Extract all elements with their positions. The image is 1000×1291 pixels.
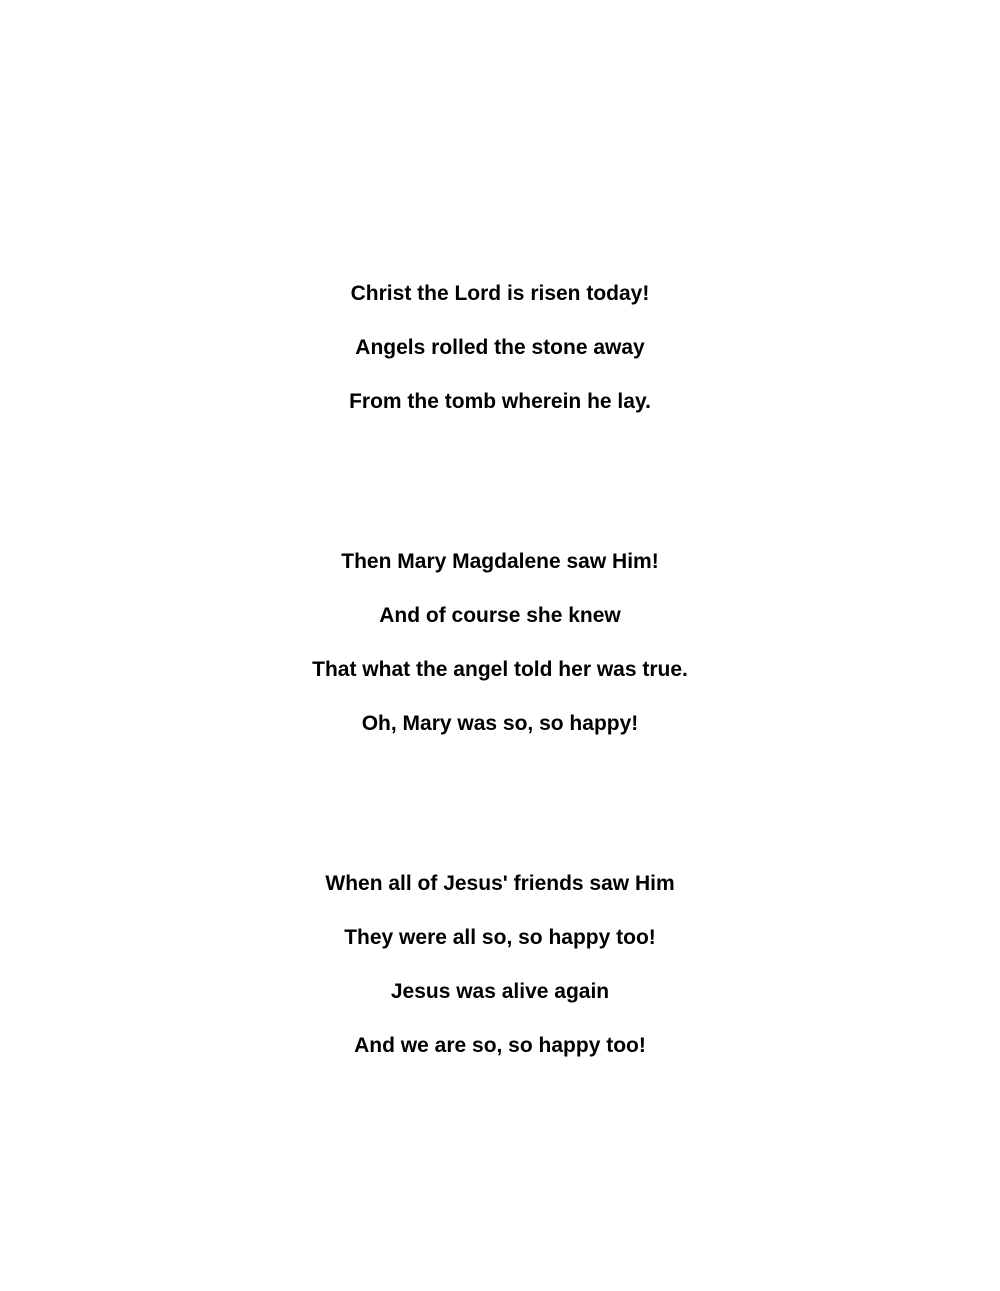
poem-line: From the tomb wherein he lay. [349,390,651,413]
poem-line: That what the angel told her was true. [312,658,688,681]
stanza-2 [0,548,1000,764]
poem-line: Christ the Lord is risen today! [350,282,650,305]
poem-line: Angels rolled the stone away [355,336,645,359]
poem-line: They were all so, so happy too! [344,926,656,949]
stanza-1 [0,280,1000,442]
poem-line: When all of Jesus' friends saw Him [325,872,675,895]
poem-line: And of course she knew [379,604,621,627]
poem-line: And we are so, so happy too! [354,1034,646,1057]
stanza-3 [0,870,1000,1086]
poem-line: Then Mary Magdalene saw Him! [341,550,659,573]
poem-line: Jesus was alive again [390,980,610,1003]
poem-line: Oh, Mary was so, so happy! [361,712,639,735]
